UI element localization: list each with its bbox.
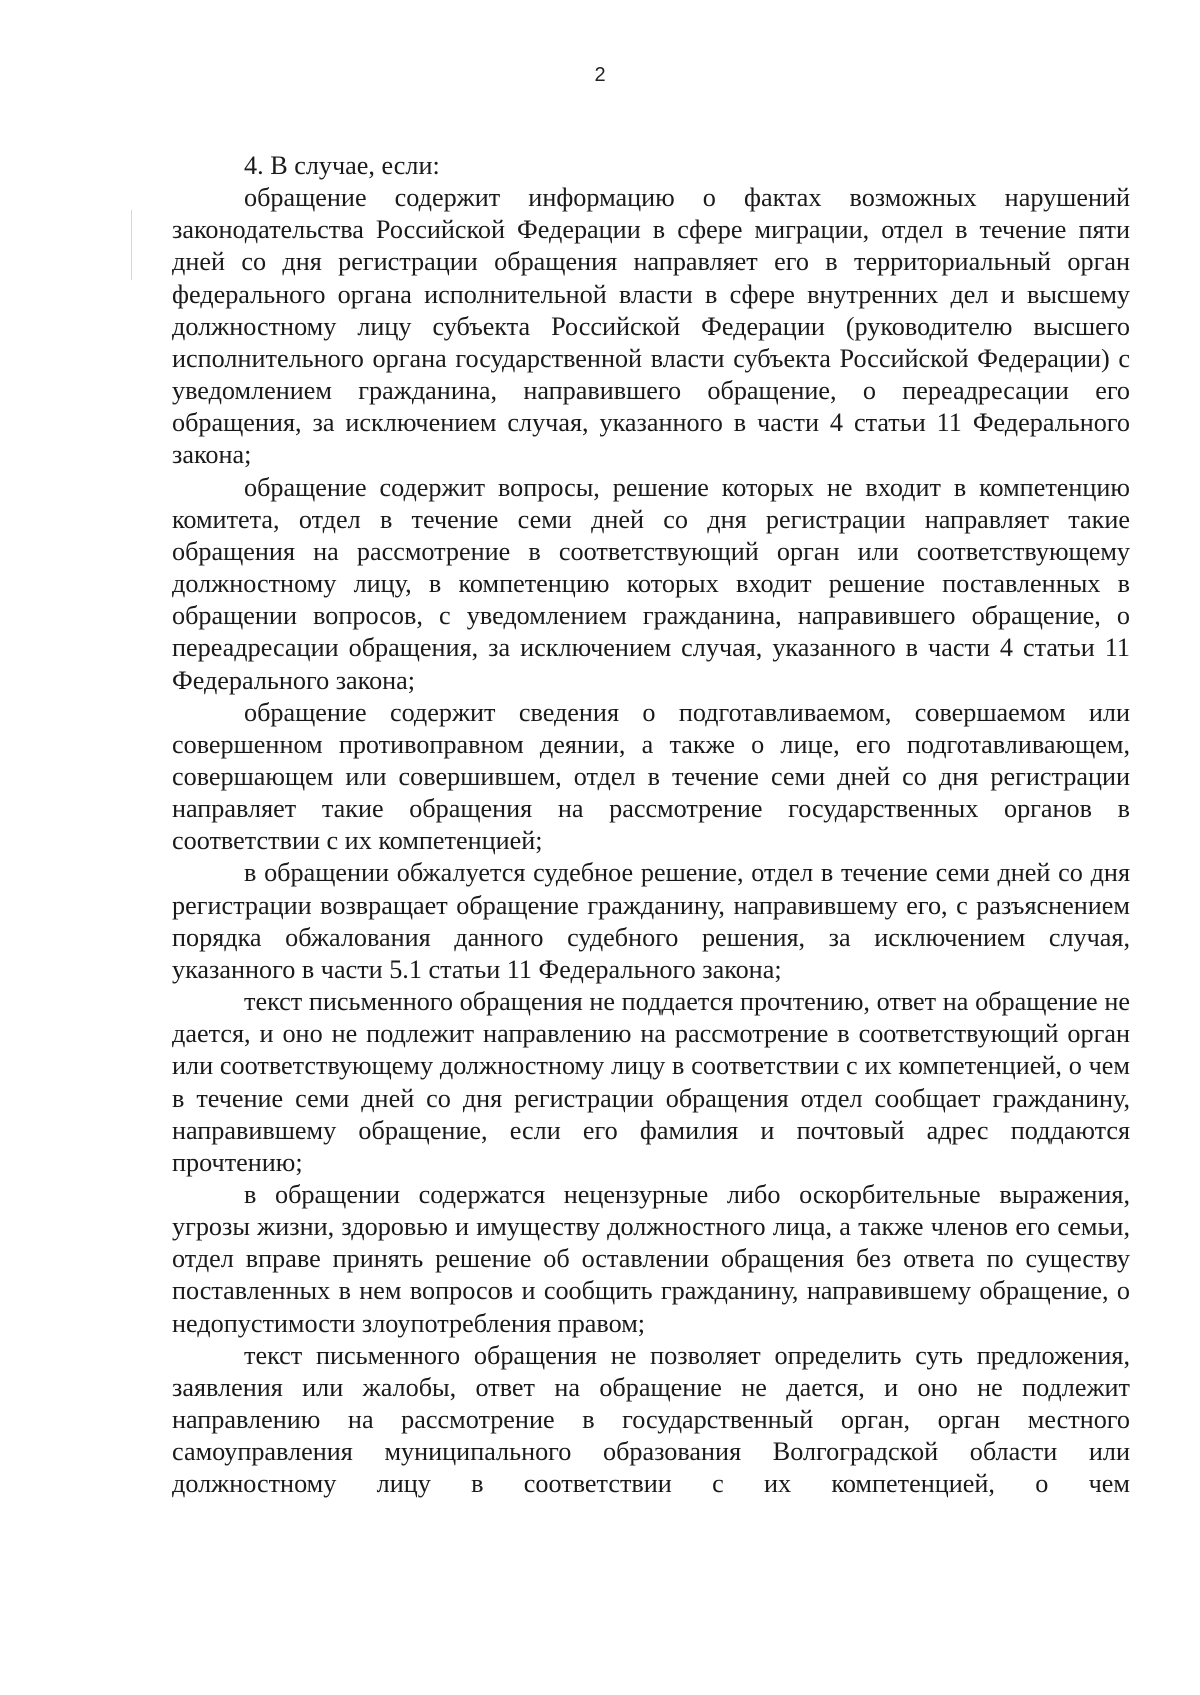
document-body [172,150,1130,1501]
paragraph-offensive-language: в обращении содержатся нецензурные либо оскорбительные выражения, угрозы жизни, здоровью и имуществу должностного лица, а также членов его семьи, отдел вправе принять решение об оставлении обращения без ответа по существу поставленных в нем вопросов и сообщить гражданину, направившему обращение, о недопустимости злоупотребления правом; [172,1180,1130,1338]
paragraph-migration: обращение содержит информацию о фактах возможных нарушений законодательства Российской Федерации в сфере миграции, отдел в течение пяти дней со дня регистрации обращения направляет его в территориальный орган федерального органа исполнительной власти в сфере внутренних дел и высшему должностному лицу субъекта Российской Федерации (руководителю высшего исполнительного органа государственной власти субъекта Российской Федерации) с уведомлением гражданина, направившего обращение, о переадресации его обращения, за исключением случая, указанного в части 4 статьи 11 Федерального закона; [172,183,1130,470]
paragraph-unlawful-act: обращение содержит сведения о подготавливаемом, совершаемом или совершенном противоправном деянии, а также о лице, его подготавливающем, совершающем или совершившем, отдел в течение семи дней со дня регистрации направляет такие обращения на рассмотрение государственных органов в соответствии с их компетенцией; [172,697,1130,856]
paragraph-competence: обращение содержит вопросы, решение которых не входит в компетенцию комитета, отдел в течение семи дней со дня регистрации направляет такие обращения на рассмотрение в соответствующий орган или соответствующему должностному лицу, в компетенцию которых входит решение поставленных в обращении вопросов, с уведомлением гражданина, направившего обращение, о переадресации обращения, за исключением случая, указанного в части 4 статьи 11 Федерального закона; [172,472,1130,695]
scan-artifact-line [131,210,132,280]
paragraph-court-decision: в обращении обжалуется судебное решение, отдел в течение семи дней со дня регистрации возвращает обращение гражданину, направившему его, с разъяснением порядка обжалования данного судебного решения, за исключением случая, указанного в части 5.1 статьи 11 Федерального закона; [172,858,1130,984]
paragraph-unreadable-text: текст письменного обращения не поддается прочтению, ответ на обращение не дается, и оно не подлежит направлению на рассмотрение в соответствующий орган или соответствующему должностному лицу в соответствии с их компетенцией, о чем в течение семи дней со дня регистрации обращения отдел сообщает гражданину, направившему обращение, если его фамилия и почтовый адрес поддаются прочтению; [172,987,1130,1177]
page-number: 2 [594,64,606,86]
paragraph-undefined-essence: текст письменного обращения не позволяет определить суть предложения, заявления или жалобы, ответ на обращение не дается, и оно не подлежит направлению на рассмотрение в государственный орган, орган местного самоуправления муниципального образования Волгоградской области или должностному лицу в соответствии с их компетенцией, о чем [172,1340,1130,1499]
clause-heading: 4. В случае, если: [244,151,440,180]
